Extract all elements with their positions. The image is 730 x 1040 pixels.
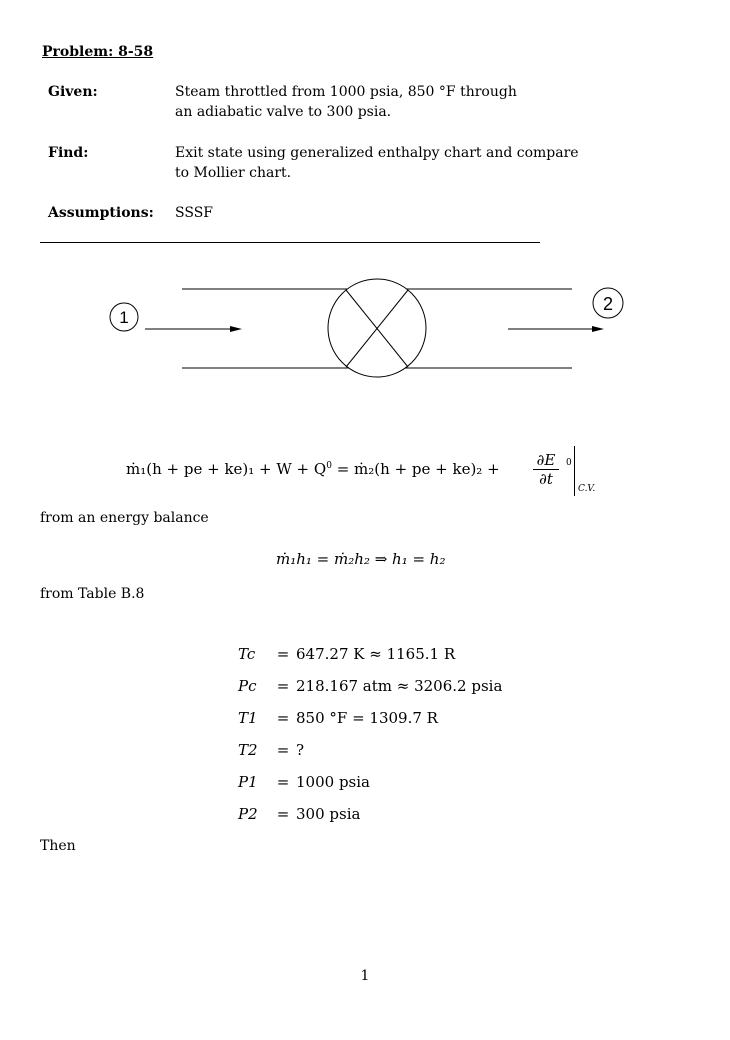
- given-line2: an adiabatic valve to 300 psia.: [175, 104, 392, 120]
- assumptions-label: Assumptions:: [48, 205, 154, 221]
- value-symbol: Tc: [238, 645, 256, 663]
- value-expression: ?: [296, 741, 305, 759]
- value-symbol: P2: [238, 805, 258, 823]
- value-symbol: P1: [238, 773, 258, 791]
- find-line2: to Mollier chart.: [175, 165, 292, 181]
- throttle-valve-diagram: [0, 270, 730, 390]
- derivative-zero: 0: [566, 458, 572, 468]
- value-operator: =: [276, 709, 290, 727]
- table-row: [238, 734, 502, 766]
- outlet-arrow-head: [592, 326, 604, 332]
- find-label: Find:: [48, 145, 89, 161]
- energy-equation-rhs: = ṁ₂(h + pe + ke)₂ +: [336, 460, 500, 478]
- table-row: [238, 766, 502, 798]
- work-zero: 0: [326, 461, 332, 471]
- state-2-label: 2: [602, 294, 614, 314]
- property-values-table: [238, 638, 502, 830]
- energy-equation-lhs: ṁ₁(h + pe + ke)₁ + W + Q: [126, 460, 327, 478]
- value-expression: 1000 psia: [296, 773, 370, 791]
- assumptions-value: SSSF: [175, 205, 213, 221]
- value-operator: =: [276, 645, 290, 663]
- table-row: [238, 638, 502, 670]
- state-1-label: 1: [119, 308, 129, 327]
- derivative-fraction: [533, 451, 559, 488]
- divider: [40, 242, 540, 243]
- problem-title: Problem: 8-58: [42, 44, 154, 60]
- then-text: Then: [40, 838, 76, 854]
- table-row: [238, 670, 502, 702]
- given-line1: Steam throttled from 1000 psia, 850 °F through: [175, 84, 517, 100]
- value-symbol: T1: [238, 709, 258, 727]
- value-expression: 647.27 K ≈ 1165.1 R: [296, 645, 456, 663]
- balance-equation: ṁ₁h₁ = ṁ₂h₂ ⇒ h₁ = h₂: [276, 550, 446, 568]
- value-symbol: T2: [238, 741, 258, 759]
- value-operator: =: [276, 741, 290, 759]
- table-row: [238, 702, 502, 734]
- derivative-denominator: ∂t: [539, 470, 553, 488]
- given-label: Given:: [48, 84, 98, 100]
- eval-bar: [574, 446, 575, 496]
- find-line1: Exit state using generalized enthalpy chart and compare: [175, 145, 579, 161]
- value-operator: =: [276, 805, 290, 823]
- energy-equation: [126, 460, 500, 478]
- value-symbol: Pc: [238, 677, 257, 695]
- value-expression: 218.167 atm ≈ 3206.2 psia: [296, 677, 503, 695]
- energy-balance-text: from an energy balance: [40, 510, 209, 526]
- value-expression: 300 psia: [296, 805, 361, 823]
- value-expression: 850 °F = 1309.7 R: [296, 709, 438, 727]
- value-operator: =: [276, 773, 290, 791]
- table-ref-text: from Table B.8: [40, 586, 145, 602]
- control-volume-label: C.V.: [578, 484, 596, 494]
- page-number: 1: [360, 968, 370, 984]
- table-row: [238, 798, 502, 830]
- value-operator: =: [276, 677, 290, 695]
- inlet-arrow-head: [230, 326, 242, 332]
- derivative-numerator: ∂E: [533, 451, 559, 470]
